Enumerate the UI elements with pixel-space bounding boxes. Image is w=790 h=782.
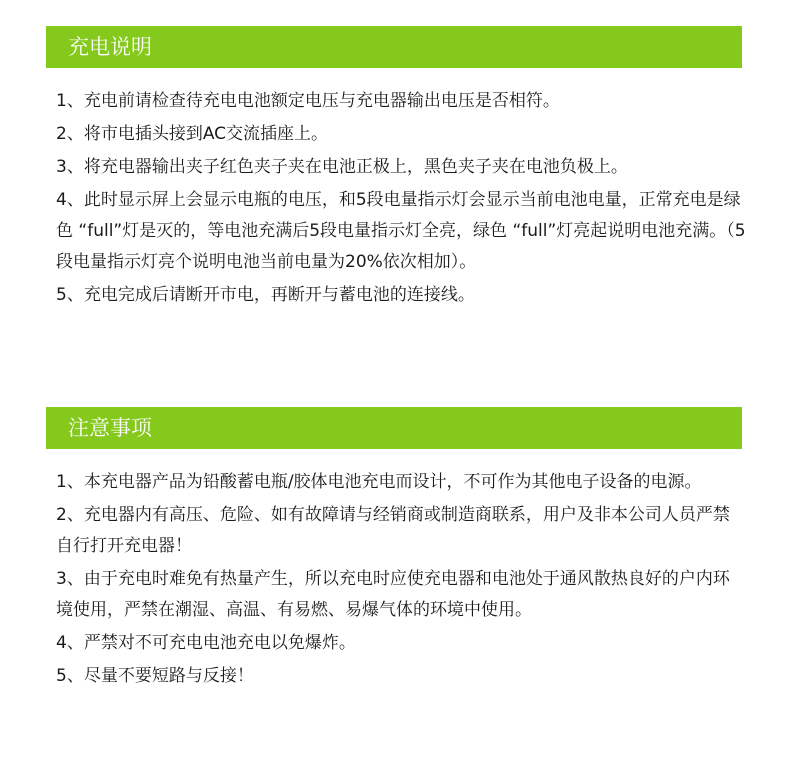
list-item: 3、由于充电时难免有热量产生，所以充电时应使充电器和电池处于通风散热良好的户内环境使用，严禁在潮湿、高温、有易燃、易爆气体的环境中使用。: [56, 569, 730, 620]
list-item: 5、充电完成后请断开市电，再断开与蓄电池的连接线。: [56, 285, 475, 305]
notice-title: 注意事项: [68, 416, 152, 440]
list-item: 4、此时显示屏上会显示电瓶的电压，和5段电量指示灯会显示当前电池电量，正常充电是绿色 “full”灯是灭的，等电池充满后5段电量指示灯全亮，绿色 “full”灯亮起说明电池充满。（5段电量指示灯亮个说明电池当前电量为20%依次相加）。: [56, 190, 746, 272]
list-item: 3、将充电器输出夹子红色夹子夹在电池正极上，黑色夹子夹在电池负极上。: [56, 157, 628, 177]
charging-instructions-header: [46, 26, 742, 68]
list-item: 1、充电前请检查待充电电池额定电压与充电器输出电压是否相符。: [56, 91, 560, 111]
notice-header: [46, 407, 742, 449]
charging-instructions-title: 充电说明: [68, 35, 152, 59]
list-item: 4、严禁对不可充电电池充电以免爆炸。: [56, 633, 356, 653]
list-item: 2、充电器内有高压、危险、如有故障请与经销商或制造商联系，用户及非本公司人员严禁自行打开充电器！: [56, 505, 730, 556]
notice-list: [56, 467, 746, 694]
list-item: 1、本充电器产品为铅酸蓄电瓶/胶体电池充电而设计，不可作为其他电子设备的电源。: [56, 472, 702, 492]
list-item: 2、将市电插头接到AC交流插座上。: [56, 124, 329, 144]
charging-instructions-list: [56, 86, 746, 313]
list-item: 5、尽量不要短路与反接！: [56, 666, 254, 686]
